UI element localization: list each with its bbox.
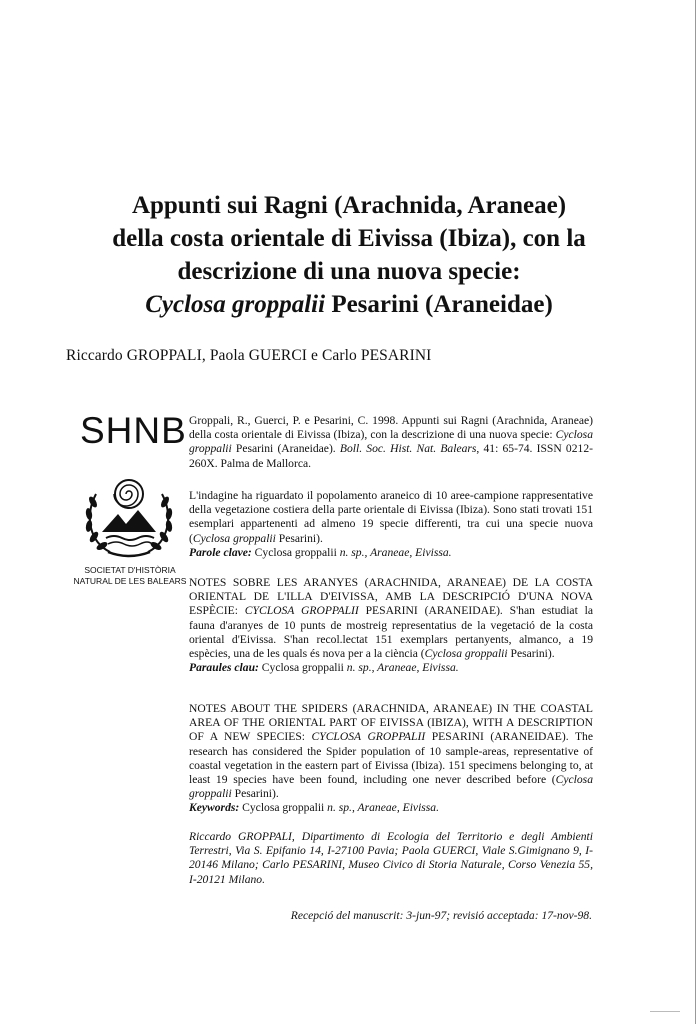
keywords-italian <box>189 546 593 560</box>
abstract-catalan-species-caps: CYCLOSA GROPPALII <box>244 604 359 618</box>
abstract-english <box>189 702 593 816</box>
title-line-4-rest: Pesarini (Araneidae) <box>325 290 553 318</box>
author-addresses: Riccardo GROPPALI, Dipartimento di Ecologia del Territorio e degli Ambienti Terrestri, Via S. Epifanio 14, I-27100 Pavia; Paola GUERCI, Viale S.Gimignano 9, I-20146 Milano; Carlo PESARINI, Museo Civico di Storia Naturale, Corso Venezia 55, I-20121 Milano. <box>189 830 593 886</box>
ammonite-wreath-logo <box>80 472 178 562</box>
keywords-italian-terms: n. sp., Araneae, Eivissa. <box>339 545 452 559</box>
title-line-2: della costa orientale di Eivissa (Ibiza), con la <box>112 224 586 252</box>
abstract-english-species-caps: CYCLOSA GROPPALII <box>311 730 426 744</box>
title-line-3: descrizione di una nuova specie: <box>177 257 521 285</box>
title-line-4 <box>40 288 658 321</box>
abstract-italian-species: Cyclosa groppalii <box>192 531 276 545</box>
abstract-catalan-part-1: NOTES SOBRE LES ARANYES (ARACHNIDA, ARANEAE) DE LA COSTA ORIENTAL DE L'ILLA D'EIVISSA, AMB LA DESCRIPCIÓ D'UNA NOVA ESPÈCIE: <box>189 576 593 618</box>
received-dates: Recepció del manuscrit: 3-jun-97; revisió acceptada: 17-nov-98. <box>290 909 592 922</box>
abstract-english-part-2: PESARINI (ARANEIDAE). The research has considered the Spider population of 10 sample-areas, representative of coastal vegetation in the eastern part of Eivissa (Ibiza). 151 specimens belonging to, at least 19 species have been found, including one never described before ( <box>189 730 593 787</box>
page-edge-line <box>695 0 696 1024</box>
abstract-italian-part-1: L'indagine ha riguardato il popolamento araneico di 10 aree-campione rappresentative della vegetazione costiera della parte orientale di Eivissa (Ibiza). Sono stati trovati 151 esemplari appartenenti ad almeno 19 specie differenti, tra cui una specie nuova ( <box>189 489 593 545</box>
keywords-english-species: Cyclosa groppalii <box>239 801 328 815</box>
keywords-english-label: Keywords: <box>189 801 240 815</box>
abstract-catalan-species: Cyclosa groppalii <box>424 647 508 661</box>
keywords-english-terms: n. sp., Araneae, Eivissa. <box>327 801 440 815</box>
keywords-catalan <box>189 661 593 675</box>
abstract-catalan-text <box>189 576 593 661</box>
keywords-catalan-label: Paraules clau: <box>189 661 259 675</box>
society-name-line-1: SOCIETAT D'HISTÒRIA <box>84 565 176 575</box>
citation-part-3: , 41: 65-74. ISSN 0212-260X. Palma de Mallorca. <box>189 442 593 470</box>
abstract-italian-part-2: Pesarini). <box>275 531 323 545</box>
society-abbreviation: SHNB <box>80 410 187 451</box>
abstract-catalan <box>189 576 593 675</box>
citation-journal: Boll. Soc. Hist. Nat. Balears <box>339 442 477 456</box>
citation-part-1: Groppali, R., Guerci, P. e Pesarini, C. 1998. Appunti sui Ragni (Arachnida, Araneae) della costa orientale di Eivissa (Ibiza), con la descrizione di una nuova specie: <box>189 414 593 442</box>
abstract-english-species: Cyclosa groppalii <box>189 773 593 801</box>
title-line-1: Appunti sui Ragni (Arachnida, Araneae) <box>131 191 567 219</box>
citation-text <box>189 414 593 471</box>
author-list: Riccardo GROPPALI, Paola GUERCI e Carlo PESARINI <box>66 347 432 364</box>
title-species: Cyclosa groppalii <box>145 290 326 318</box>
citation-species: Cyclosa groppalii <box>189 428 593 456</box>
abstract-english-text <box>189 702 593 801</box>
article-title <box>40 189 658 321</box>
abstract-catalan-part-2: PESARINI (ARANEIDAE). S'han estudiat la fauna d'aranyes de 10 punts de mostreig representatius de la vegetació de la costa oriental d'Eivissa. S'han recol.lectat 151 exemplars pertanyents, almanco, a 19 espècies, una de les quals és nova per a la ciència ( <box>189 604 593 661</box>
keywords-italian-label: Parole clave: <box>189 545 252 559</box>
citation-block <box>189 414 593 471</box>
keywords-english <box>189 801 593 815</box>
citation-part-2: Pesarini (Araneidae). <box>231 442 340 456</box>
abstract-italian-text <box>189 489 593 546</box>
page-corner-mark <box>650 1011 680 1012</box>
keywords-italian-species: Cyclosa groppalii <box>251 545 340 559</box>
abstract-english-part-1: NOTES ABOUT THE SPIDERS (ARACHNIDA, ARANEAE) IN THE COASTAL AREA OF THE ORIENTAL PART OF EIVISSA (IBIZA), WITH A DESCRIPTION OF A NEW SPECIES: <box>189 702 593 744</box>
abstract-english-part-3: Pesarini). <box>231 787 279 801</box>
abstract-catalan-part-3: Pesarini). <box>507 647 555 661</box>
society-name-line-2: NATURAL DE LES BALEARS <box>73 576 187 586</box>
keywords-catalan-terms: n. sp., Araneae, Eivissa. <box>346 661 459 675</box>
society-name <box>70 565 190 587</box>
abstract-italian <box>189 489 593 560</box>
keywords-catalan-species: Cyclosa groppalii <box>258 661 347 675</box>
